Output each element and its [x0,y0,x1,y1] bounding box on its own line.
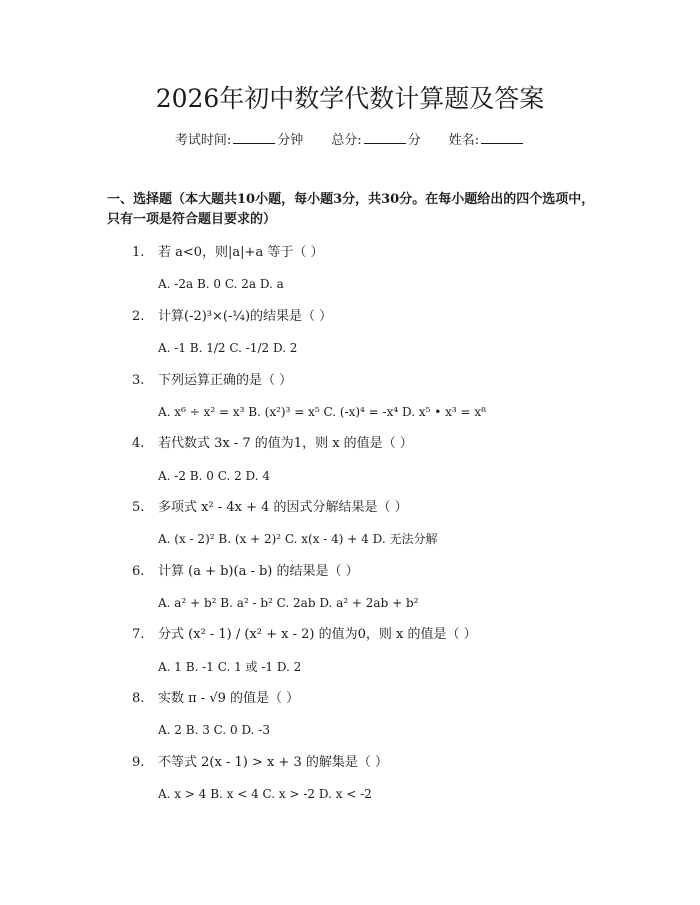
question-text: 实数 π - √9 的值是（ ） [158,691,300,706]
question-item [132,307,592,327]
question-text: 计算(-2)³×(-¼)的结果是（ ） [158,309,333,324]
question-item [132,753,592,773]
exam-time-field [175,130,303,151]
exam-info-row [0,130,700,151]
section-heading: 一、选择题（本大题共10小题，每小题3分，共30分。在每小题给出的四个选项中，只有一项是符合题目要求的） [107,192,595,227]
question-options: A. 2 B. 3 C. 0 D. -3 [158,723,270,737]
total-score-label: 总分: [331,133,362,148]
question-number: 4. [132,436,145,451]
question-text: 若代数式 3x - 7 的值为1，则 x 的值是（ ） [158,436,413,451]
question-item [132,689,592,709]
question-text: 若 a<0，则|a|+a 等于（ ） [158,245,324,260]
student-name-field [449,130,525,151]
exam-time-label: 考试时间: [174,133,232,148]
exam-time-unit: 分钟 [277,133,304,148]
question-options: A. a² + b² B. a² - b² C. 2ab D. a² + 2ab + b² [158,596,419,610]
question-text: 计算 (a + b)(a - b) 的结果是（ ） [158,564,359,579]
question-number: 7. [132,627,145,642]
page-title: 2026年初中数学代数计算题及答案 [155,84,545,113]
question-number: 8. [132,691,145,706]
question-item [132,562,592,582]
question-options: A. x⁶ ÷ x² = x³ B. (x²)³ = x⁵ C. (-x)⁴ = -x⁴ D. x⁵ • x³ = x⁸ [158,405,486,419]
total-score-field [331,130,420,151]
question-options: A. (x - 2)² B. (x + 2)² C. x(x - 4) + 4 D. 无法分解 [158,532,438,546]
question-text: 不等式 2(x - 1) > x + 3 的解集是（ ） [158,755,388,770]
question-number: 5. [132,500,145,515]
question-number: 6. [132,564,145,579]
student-name-label: 姓名: [448,133,480,148]
question-item [132,625,592,645]
question-item [132,371,592,391]
question-number: 3. [132,373,145,388]
question-options: A. -2a B. 0 C. 2a D. a [158,277,284,291]
question-options: A. -1 B. 1/2 C. -1/2 D. 2 [158,341,298,355]
question-options: A. -2 B. 0 C. 2 D. 4 [158,469,270,483]
question-options: A. 1 B. -1 C. 1 或 -1 D. 2 [158,660,302,674]
question-text: 下列运算正确的是（ ） [158,373,293,388]
question-number: 2. [132,309,145,324]
question-number: 1. [132,245,145,260]
question-text: 多项式 x² - 4x + 4 的因式分解结果是（ ） [158,500,408,515]
question-number: 9. [132,755,145,770]
question-options: A. x > 4 B. x < 4 C. x > -2 D. x < -2 [158,787,372,801]
question-item [132,498,592,518]
question-item [132,434,592,454]
total-score-unit: 分 [407,133,421,148]
question-item [132,243,592,263]
question-text: 分式 (x² - 1) / (x² + x - 2) 的值为0，则 x 的值是（ ） [158,627,477,642]
exam-time-blank [233,130,275,144]
student-name-blank [481,130,523,144]
total-score-blank [364,130,406,144]
